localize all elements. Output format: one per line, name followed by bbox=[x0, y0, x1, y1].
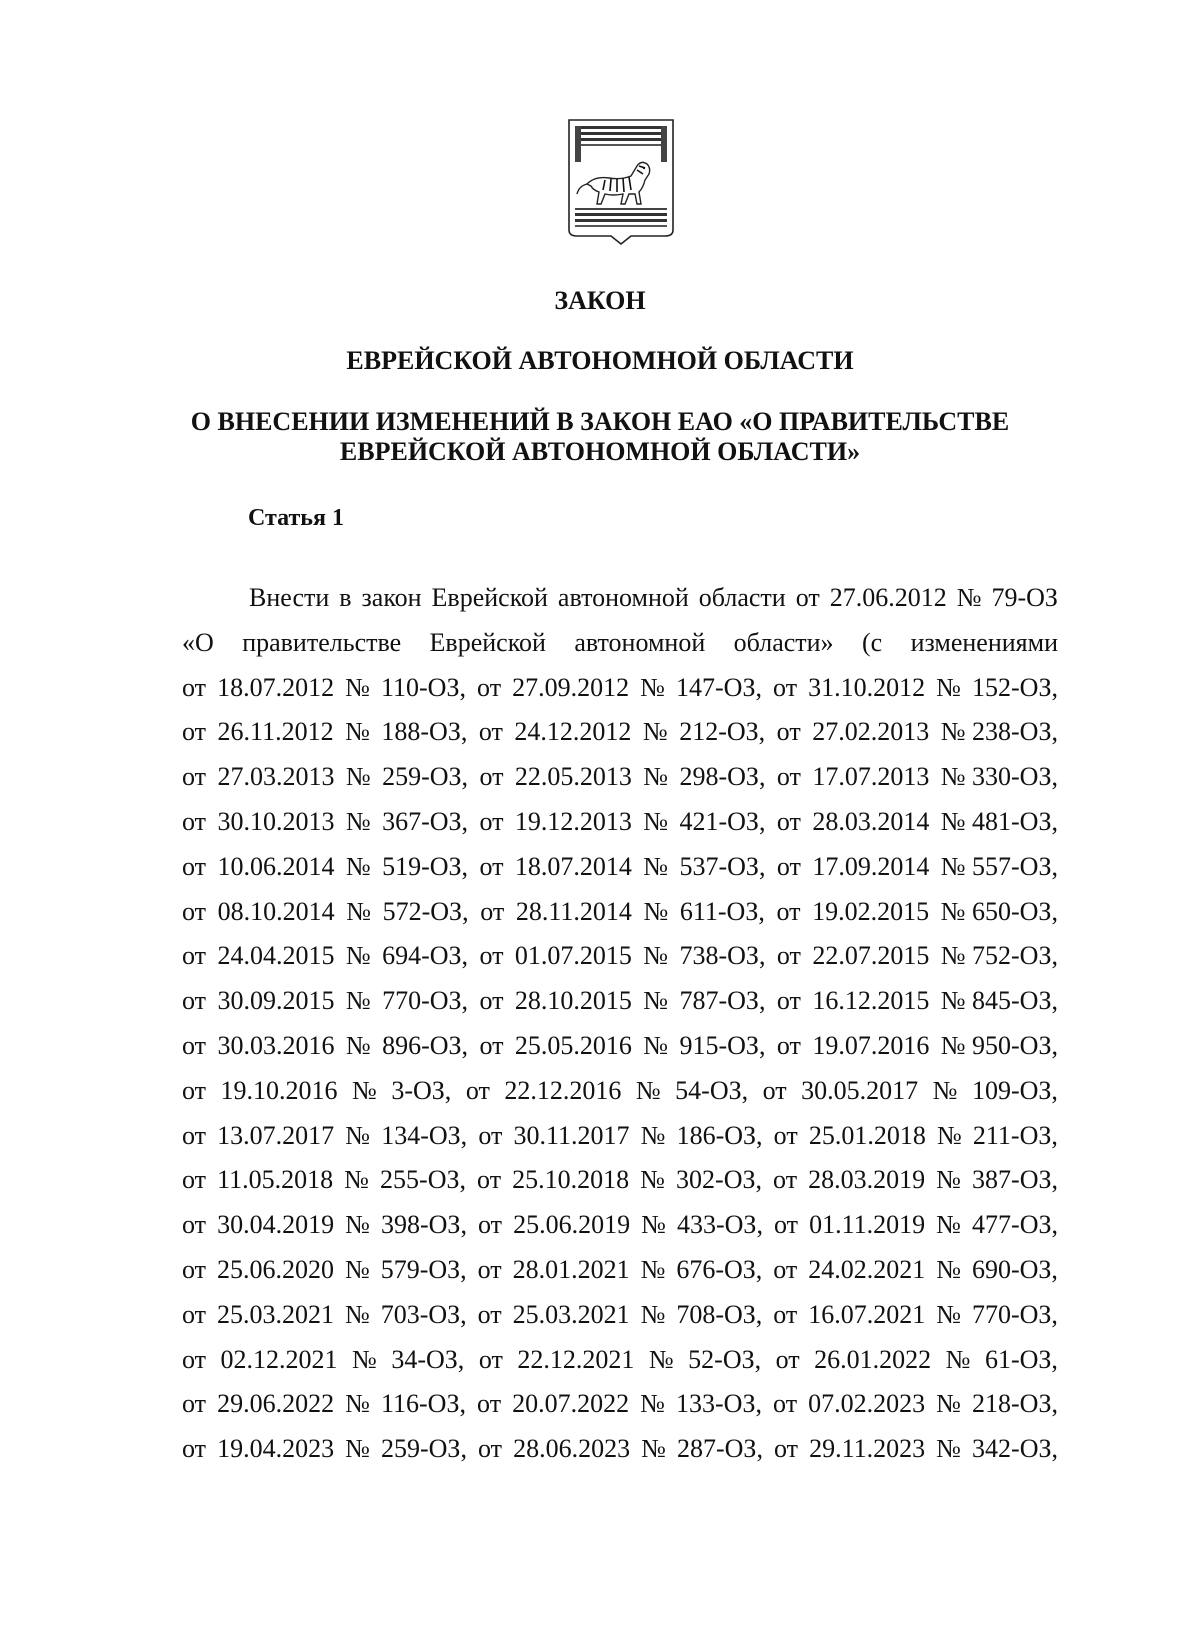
body-word: № 238-ОЗ, bbox=[940, 717, 1058, 747]
body-word: 694-ОЗ, bbox=[382, 941, 469, 971]
body-word: от bbox=[478, 717, 503, 747]
body-line bbox=[182, 1293, 1058, 1338]
body-word: № bbox=[945, 1344, 971, 1374]
body-word: 24.02.2021 bbox=[808, 1254, 926, 1284]
body-word: № bbox=[936, 1210, 961, 1240]
body-word: от bbox=[776, 1030, 801, 1060]
body-word: 28.10.2015 bbox=[514, 986, 632, 1016]
body-word: автономной bbox=[574, 627, 706, 657]
body-word: 676-ОЗ, bbox=[676, 1254, 763, 1284]
body-word: 537-ОЗ, bbox=[679, 851, 766, 881]
body-line bbox=[182, 755, 1058, 800]
body-word: 28.01.2021 bbox=[512, 1254, 630, 1284]
body-word: 17.09.2014 bbox=[812, 851, 930, 881]
body-word: № 650-ОЗ, bbox=[940, 896, 1058, 926]
body-word: от bbox=[478, 1210, 503, 1240]
body-word: от bbox=[479, 762, 504, 792]
body-word: 218-ОЗ, bbox=[972, 1389, 1058, 1419]
body-word: № bbox=[932, 1075, 958, 1105]
body-word: № bbox=[345, 1434, 370, 1464]
body-word: 30.10.2013 bbox=[217, 806, 335, 836]
body-word: 27.09.2012 bbox=[512, 672, 630, 702]
body-word: Еврейской bbox=[429, 627, 546, 657]
body-word: № bbox=[936, 1254, 961, 1284]
body-word: 30.04.2019 bbox=[217, 1210, 335, 1240]
body-word: 19.10.2016 bbox=[220, 1075, 338, 1105]
body-word: от bbox=[773, 1389, 798, 1419]
body-word: № bbox=[346, 896, 372, 926]
body-word: от bbox=[182, 1299, 207, 1329]
body-word: от bbox=[775, 1344, 800, 1374]
body-line bbox=[182, 800, 1058, 845]
body-word: 421-ОЗ, bbox=[679, 806, 766, 836]
body-word: 22.12.2021 bbox=[517, 1344, 635, 1374]
body-word: № bbox=[641, 1210, 666, 1240]
body-word: от bbox=[182, 986, 207, 1016]
body-word: 25.05.2016 bbox=[514, 1030, 632, 1060]
body-word: 367-ОЗ, bbox=[382, 806, 469, 836]
body-word: 19.02.2015 bbox=[812, 896, 930, 926]
body-word: 387-ОЗ, bbox=[972, 1165, 1058, 1195]
body-word: 10.06.2014 bbox=[217, 851, 335, 881]
body-word: 708-ОЗ, bbox=[676, 1299, 763, 1329]
body-word: № bbox=[936, 672, 961, 702]
body-word: 27.03.2013 bbox=[217, 762, 335, 792]
body-word: № bbox=[956, 583, 982, 612]
body-word: от bbox=[479, 1030, 504, 1060]
body-word: № bbox=[345, 806, 371, 836]
body-word: от bbox=[182, 941, 207, 971]
body-word: 01.11.2019 bbox=[809, 1210, 926, 1240]
body-word: 572-ОЗ, bbox=[382, 896, 469, 926]
body-word: 31.10.2012 bbox=[808, 672, 926, 702]
body-word: от bbox=[776, 986, 801, 1016]
body-word: 302-ОЗ, bbox=[676, 1165, 762, 1195]
body-word: области» bbox=[733, 627, 834, 657]
body-word: 133-ОЗ, bbox=[676, 1389, 762, 1419]
body-word: № bbox=[640, 1299, 666, 1329]
body-word: от bbox=[776, 762, 801, 792]
body-word: 259-ОЗ, bbox=[380, 1434, 467, 1464]
body-word: 690-ОЗ, bbox=[971, 1254, 1058, 1284]
body-word: 770-ОЗ, bbox=[971, 1299, 1058, 1329]
body-word: 02.12.2021 bbox=[220, 1344, 338, 1374]
body-word: от bbox=[465, 1075, 490, 1105]
body-word: 188-ОЗ, bbox=[381, 717, 468, 747]
body-word: в bbox=[339, 583, 352, 612]
body-word: 212-ОЗ, bbox=[679, 717, 766, 747]
body-word: № bbox=[643, 851, 669, 881]
body-word: 25.10.2018 bbox=[512, 1165, 630, 1195]
body-word: от bbox=[182, 896, 207, 926]
body-line bbox=[182, 1248, 1058, 1293]
body-word: № bbox=[641, 1434, 666, 1464]
body-word: от bbox=[773, 1254, 798, 1284]
body-word: закон bbox=[361, 583, 422, 612]
body-word: автономной bbox=[557, 583, 689, 612]
body-word: № bbox=[936, 1120, 962, 1150]
body-word: № bbox=[352, 1075, 377, 1105]
body-word: 915-ОЗ, bbox=[679, 1030, 766, 1060]
body-word: от bbox=[182, 1075, 207, 1105]
body-word: 18.07.2014 bbox=[514, 851, 632, 881]
body-word: от bbox=[773, 1165, 798, 1195]
body-word: № bbox=[344, 1299, 370, 1329]
body-word: 18.07.2012 bbox=[217, 672, 335, 702]
body-line bbox=[182, 845, 1058, 890]
body-word: № bbox=[936, 1389, 961, 1419]
body-word: Еврейской bbox=[431, 583, 548, 612]
body-word: 24.04.2015 bbox=[217, 941, 335, 971]
body-word: № bbox=[642, 717, 668, 747]
body-word: от bbox=[182, 806, 207, 836]
body-word: 61-ОЗ, bbox=[984, 1344, 1058, 1374]
body-line bbox=[182, 666, 1058, 711]
body-word: 787-ОЗ, bbox=[679, 986, 766, 1016]
body-word: № bbox=[936, 1299, 961, 1329]
body-word: 477-ОЗ, bbox=[972, 1210, 1058, 1240]
body-word: 16.12.2015 bbox=[812, 986, 930, 1016]
body-word: № bbox=[643, 941, 669, 971]
body-word: 342-ОЗ, bbox=[972, 1434, 1058, 1464]
body-word: 770-ОЗ, bbox=[382, 986, 469, 1016]
body-line bbox=[182, 576, 1058, 621]
body-word: № bbox=[345, 762, 371, 792]
law-subject bbox=[0, 407, 1200, 467]
body-word: № bbox=[643, 896, 669, 926]
body-word: № bbox=[640, 1254, 666, 1284]
body-word: № 752-ОЗ, bbox=[940, 941, 1058, 971]
body-word: 259-ОЗ, bbox=[382, 762, 469, 792]
body-word: 211-ОЗ, bbox=[972, 1120, 1058, 1150]
body-line bbox=[182, 1203, 1058, 1248]
body-word: 30.09.2015 bbox=[217, 986, 335, 1016]
body-word: 19.07.2016 bbox=[812, 1030, 930, 1060]
body-word: 79-ОЗ bbox=[991, 583, 1058, 612]
body-line bbox=[182, 1382, 1058, 1427]
article-heading: Статья 1 bbox=[248, 505, 344, 531]
body-word: № bbox=[345, 717, 370, 747]
body-line bbox=[182, 1114, 1058, 1159]
body-word: 30.11.2017 bbox=[513, 1120, 630, 1150]
body-word: от bbox=[478, 1120, 503, 1150]
body-word: 24.12.2012 bbox=[514, 717, 632, 747]
body-word: от bbox=[477, 672, 502, 702]
body-word: правительстве bbox=[242, 627, 402, 657]
body-word: 13.07.2017 bbox=[217, 1120, 335, 1150]
body-line bbox=[182, 1024, 1058, 1069]
body-word: от bbox=[477, 1254, 502, 1284]
body-word: 26.11.2012 bbox=[217, 717, 334, 747]
body-word: 27.06.2012 bbox=[829, 583, 947, 612]
body-word: № 330-ОЗ, bbox=[940, 762, 1058, 792]
body-word: 34-ОЗ, bbox=[391, 1344, 465, 1374]
body-line bbox=[182, 621, 1058, 666]
body-word: 433-ОЗ, bbox=[676, 1210, 763, 1240]
body-word: от bbox=[477, 1299, 502, 1329]
body-word: от bbox=[776, 896, 801, 926]
body-word: 22.07.2015 bbox=[812, 941, 930, 971]
body-word: 611-ОЗ, bbox=[679, 896, 765, 926]
body-word: 20.07.2022 bbox=[512, 1389, 630, 1419]
body-word: от bbox=[182, 762, 207, 792]
body-word: № bbox=[345, 986, 371, 1016]
body-word: 116-ОЗ, bbox=[380, 1389, 466, 1419]
body-word: 255-ОЗ, bbox=[380, 1165, 466, 1195]
body-line bbox=[182, 1338, 1058, 1383]
body-line bbox=[182, 710, 1058, 755]
body-word: изменениями bbox=[910, 627, 1058, 657]
body-word: № 845-ОЗ, bbox=[940, 986, 1058, 1016]
body-word: № bbox=[936, 1434, 961, 1464]
body-word: 19.12.2013 bbox=[514, 806, 632, 836]
body-word: 25.03.2021 bbox=[216, 1299, 334, 1329]
body-word: от bbox=[479, 806, 504, 836]
body-word: 16.07.2021 bbox=[808, 1299, 926, 1329]
body-word: 579-ОЗ, bbox=[380, 1254, 467, 1284]
body-line bbox=[182, 1158, 1058, 1203]
body-word: от bbox=[479, 986, 504, 1016]
body-word: № bbox=[640, 672, 665, 702]
body-word: № bbox=[640, 1389, 665, 1419]
article-body bbox=[182, 576, 1058, 1472]
body-word: 22.05.2013 bbox=[514, 762, 632, 792]
body-word: от bbox=[182, 1120, 207, 1150]
body-word: 298-ОЗ, bbox=[679, 762, 766, 792]
body-word: от bbox=[479, 851, 504, 881]
body-word: 01.07.2015 bbox=[514, 941, 632, 971]
body-word: от bbox=[795, 583, 820, 612]
body-word: (с bbox=[861, 627, 883, 657]
law-title: ЗАКОН bbox=[554, 286, 646, 315]
body-word: № bbox=[643, 806, 669, 836]
body-word: № 481-ОЗ, bbox=[940, 806, 1058, 836]
body-line bbox=[182, 1069, 1058, 1114]
body-word: 11.05.2018 bbox=[217, 1165, 334, 1195]
body-word: 147-ОЗ, bbox=[676, 672, 762, 702]
body-word: от bbox=[182, 1254, 207, 1284]
body-word: 110-ОЗ, bbox=[380, 672, 466, 702]
body-word: от bbox=[182, 1344, 207, 1374]
body-word: 30.03.2016 bbox=[217, 1030, 335, 1060]
body-line bbox=[182, 979, 1058, 1024]
body-word: области bbox=[698, 583, 786, 612]
body-word: 398-ОЗ, bbox=[380, 1210, 467, 1240]
body-word: 152-ОЗ, bbox=[972, 672, 1058, 702]
body-word: № bbox=[643, 762, 669, 792]
body-word: 26.01.2022 bbox=[814, 1344, 932, 1374]
body-word: от bbox=[182, 1030, 207, 1060]
body-word: от bbox=[477, 1389, 502, 1419]
body-word: от bbox=[182, 1434, 207, 1464]
body-word: № bbox=[640, 1120, 666, 1150]
body-word: 28.11.2014 bbox=[515, 896, 632, 926]
body-word: 28.06.2023 bbox=[513, 1434, 631, 1464]
body-word: 27.02.2013 bbox=[812, 717, 930, 747]
body-word: от bbox=[776, 717, 801, 747]
body-word: 08.10.2014 bbox=[217, 896, 335, 926]
body-word: № bbox=[345, 1120, 371, 1150]
body-word: № bbox=[635, 1075, 661, 1105]
body-word: 52-ОЗ, bbox=[688, 1344, 762, 1374]
body-word: № 557-ОЗ, bbox=[940, 851, 1058, 881]
body-word: 703-ОЗ, bbox=[380, 1299, 467, 1329]
body-word: от bbox=[478, 1434, 503, 1464]
body-line bbox=[182, 890, 1058, 935]
body-word: 25.03.2021 bbox=[512, 1299, 630, 1329]
body-word: 109-ОЗ, bbox=[971, 1075, 1058, 1105]
body-word: от bbox=[776, 851, 801, 881]
law-subject-line-1: О ВНЕСЕНИИ ИЗМЕНЕНИЙ В ЗАКОН ЕАО «О ПРАВИТЕЛЬСТВЕ bbox=[190, 407, 1010, 436]
body-word: от bbox=[478, 1344, 503, 1374]
body-word: 28.03.2019 bbox=[808, 1165, 926, 1195]
body-word: 896-ОЗ, bbox=[382, 1030, 469, 1060]
body-word: № bbox=[344, 1254, 370, 1284]
body-word: 19.04.2023 bbox=[217, 1434, 335, 1464]
body-word: 17.07.2013 bbox=[812, 762, 930, 792]
body-word: от bbox=[774, 1210, 799, 1240]
body-word: «О bbox=[182, 627, 214, 657]
body-line bbox=[182, 1427, 1058, 1472]
body-word: № bbox=[643, 1030, 669, 1060]
body-word: от bbox=[182, 1165, 207, 1195]
body-word: от bbox=[182, 1389, 207, 1419]
body-word: 54-ОЗ, bbox=[675, 1075, 749, 1105]
body-word: 186-ОЗ, bbox=[676, 1120, 763, 1150]
body-word: № bbox=[352, 1344, 377, 1374]
body-word: 25.06.2020 bbox=[216, 1254, 334, 1284]
body-word: № bbox=[344, 1165, 369, 1195]
body-word: от bbox=[182, 717, 207, 747]
body-word: от bbox=[477, 1165, 502, 1195]
law-subject-line-2: ЕВРЕЙСКОЙ АВТОНОМНОЙ ОБЛАСТИ» bbox=[339, 437, 861, 466]
body-word: от bbox=[182, 672, 207, 702]
body-word: от bbox=[182, 1210, 207, 1240]
body-word: 519-ОЗ, bbox=[382, 851, 469, 881]
body-word: № bbox=[345, 851, 371, 881]
region-title: ЕВРЕЙСКОЙ АВТОНОМНОЙ ОБЛАСТИ bbox=[346, 346, 854, 375]
body-word: 134-ОЗ, bbox=[381, 1120, 468, 1150]
body-word: от bbox=[776, 806, 801, 836]
body-word: от bbox=[773, 1120, 798, 1150]
body-word: от bbox=[480, 896, 505, 926]
body-word: от bbox=[479, 941, 504, 971]
body-word: № 950-ОЗ, bbox=[940, 1030, 1058, 1060]
body-line bbox=[182, 934, 1058, 979]
body-word: 738-ОЗ, bbox=[679, 941, 766, 971]
body-word: № bbox=[345, 1389, 370, 1419]
body-word: от bbox=[776, 941, 801, 971]
body-word: Внести bbox=[249, 583, 330, 612]
body-word: № bbox=[936, 1165, 961, 1195]
body-word: 25.06.2019 bbox=[513, 1210, 631, 1240]
body-word: 22.12.2016 bbox=[504, 1075, 622, 1105]
body-word: 287-ОЗ, bbox=[676, 1434, 763, 1464]
body-word: 07.02.2023 bbox=[808, 1389, 926, 1419]
body-word: 30.05.2017 bbox=[801, 1075, 919, 1105]
body-word: от bbox=[182, 851, 207, 881]
body-word: 25.01.2018 bbox=[808, 1120, 926, 1150]
body-word: № bbox=[345, 1030, 371, 1060]
body-word: от bbox=[773, 672, 798, 702]
body-word: № bbox=[640, 1165, 665, 1195]
body-word: № bbox=[345, 941, 371, 971]
body-word: 28.03.2014 bbox=[812, 806, 930, 836]
body-word: от bbox=[774, 1434, 799, 1464]
body-word: № bbox=[648, 1344, 674, 1374]
body-word: от bbox=[762, 1075, 787, 1105]
body-word: № bbox=[345, 1210, 370, 1240]
body-word: № bbox=[643, 986, 669, 1016]
body-word: 29.06.2022 bbox=[217, 1389, 335, 1419]
body-word: № bbox=[345, 672, 370, 702]
body-word: от bbox=[773, 1299, 798, 1329]
coat-of-arms-icon bbox=[565, 118, 677, 252]
body-word: 29.11.2023 bbox=[809, 1434, 926, 1464]
body-word: 3-ОЗ, bbox=[391, 1075, 452, 1105]
